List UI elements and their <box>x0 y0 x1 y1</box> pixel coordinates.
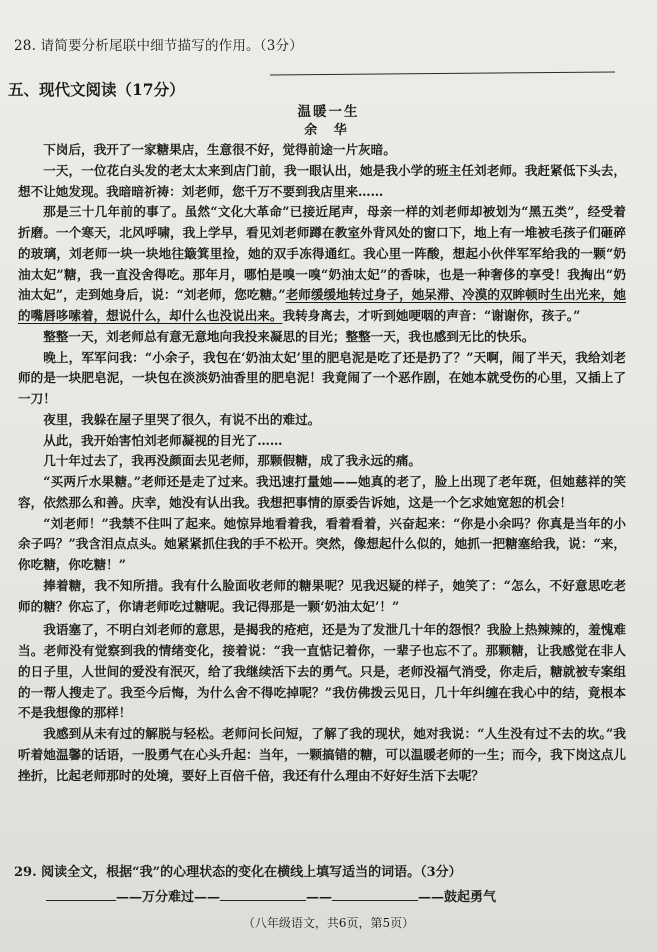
paragraph: 我语塞了，不明白刘老师的意思，是揭我的疮疤，还是为了发泄几十年的怨恨？我脸上热辣辣的，羞愧难当。老师没有觉察到我的情绪变化，接着说：“我一直惦记着你，一辈子也忘不了。那颗糖，让我感觉在非人的日子里，人世间的爱没有泯灭，给了我继续活下去的勇气。只是，老师没福气消受，你走后，糖就被专案组的一帮人搜走了。我至今后悔，为什么舍不得吃掉呢？”我仿佛拨云见日，几十年纠缠在我心中的结，竟根本不是我想像的那样！ <box>18 622 626 721</box>
paragraph: 我感到从未有过的解脱与轻松。老师问长问短，了解了我的现状，她对我说：“人生没有过不去的坎。”我听着她温馨的话语，一股勇气在心头升起：当年，一颗搞错的糖，可以温暖老师的一生；而今，我下岗这点儿挫折，比起老师那时的处境，要好上百倍千倍，我还有什么理由不好好生活下去呢？ <box>18 726 626 783</box>
paragraph <box>18 202 626 327</box>
paragraph: 下岗后，我开了一家糖果店，生意很不好，觉得前途一片灰暗。 <box>43 142 396 157</box>
paragraph-text: 我转身离去，才听到她哽咽的声音：“谢谢你，孩子。” <box>282 308 581 323</box>
paragraph: 几十年过去了，我再没颜面去见老师，那颗假糖，成了我永远的痛。 <box>43 453 421 469</box>
chain-step: ——万分难过—— <box>116 890 221 905</box>
section-divider <box>270 71 615 75</box>
paragraph: 晚上，军军问我：“小余子，我包在‘奶油太妃’里的肥皂泥是吃了还是扔了？”天啊，闹了半天，我给刘老师的是一块肥皂泥，一块包在淡淡奶油香里的肥皂泥！我竟闹了一个恶作剧，在她本就受伤的心里，又插上了一刀！ <box>18 349 626 406</box>
paragraph: 捧着糖，我不知所措。我有什么脸面收老师的糖果呢？见我迟疑的样子，她笑了：“怎么，不好意思吃老师的糖？你忘了，你请老师吃过糖呢。我记得那是一颗‘奶油太妃’！” <box>18 577 626 614</box>
answer-chain <box>46 886 606 905</box>
paragraph: 一天，一位花白头发的老太太来到店门前，我一眼认出，她是我小学的班主任刘老师。我赶紧低下头去，想不让她发现。我暗暗祈祷：刘老师，您千万不要到我店里来…… <box>18 162 626 199</box>
chain-step: ——鼓起勇气 <box>418 890 497 905</box>
question-29: 29. 阅读全文，根据“我”的心理状态的变化在横线上填写适当的词语。（3分） <box>14 865 462 880</box>
answer-blank-1[interactable] <box>46 888 116 901</box>
paragraph: “买两斤水果糖。”老师还是走了过来。我迅速打量她——她真的老了，脸上出现了老年斑，但她慈祥的笑容，依然那么和善。庆幸，她没有认出我。我想把事情的原委告诉她，这是一个乞求她宽恕的机会！ <box>18 474 626 510</box>
answer-blank-2[interactable] <box>220 888 306 901</box>
article-body <box>18 140 626 786</box>
answer-blank-3[interactable] <box>332 888 418 901</box>
paragraph: “刘老师！”我禁不住叫了起来。她惊异地看着我，看着看着，兴奋起来：“你是小余吗？你真是当年的小余子吗？”我含泪点点头。她紧紧抓住我的手不松开。突然，像想起什么似的，她抓一把糖塞给我，说：“来，你吃糖，你吃糖！” <box>18 515 626 572</box>
article-author: 余 华 <box>304 123 353 138</box>
page-footer: （八年级语文，共6页，第5页） <box>242 916 415 930</box>
chain-step: —— <box>306 890 333 905</box>
underlined-sentence: 老师缓缓地转过身子，她呆滞、冷漠的双眸顿时生出光来，她的嘴唇哆嗦着，想说什么，却什么也没说出来。 <box>18 287 627 323</box>
question-28: 28. 请简要分析尾联中细节描写的作用。（3分） <box>14 38 303 54</box>
article-title: 温暖一生 <box>297 104 360 120</box>
paragraph: 夜里，我躲在屋子里哭了很久，有说不出的难过。 <box>43 411 321 427</box>
paragraph-text: 那是三十几年前的事了。虽然“文化大革命”已接近尾声，母亲一样的刘老师却被划为“黑五类”，经受着折磨。一个寒天，北风呼啸，我上学早，看见刘老师蹲在教室外背风处的窗口下，地上有一堆被毛孩子们砸碎的玻璃，刘老师一块一块地往簸箕里捡，她的双手冻得通红。我心里一阵酸，想起小伙伴军军给我的一颗“奶油太妃”糖，我一直没舍得吃。那年月，哪怕是嗅一嗅“奶油太妃”的香味，也是一种奢侈的享受！我掏出“奶油太妃”，走到她身后，说：“刘老师，您吃糖。” <box>18 204 626 303</box>
paragraph: 整整一天，刘老师总有意无意地向我投来凝思的目光；整整一天，我也感到无比的快乐。 <box>43 328 535 344</box>
section-title: 五、现代文阅读（17分） <box>8 80 185 99</box>
paragraph: 从此，我开始害怕刘老师凝视的目光了…… <box>43 432 283 448</box>
